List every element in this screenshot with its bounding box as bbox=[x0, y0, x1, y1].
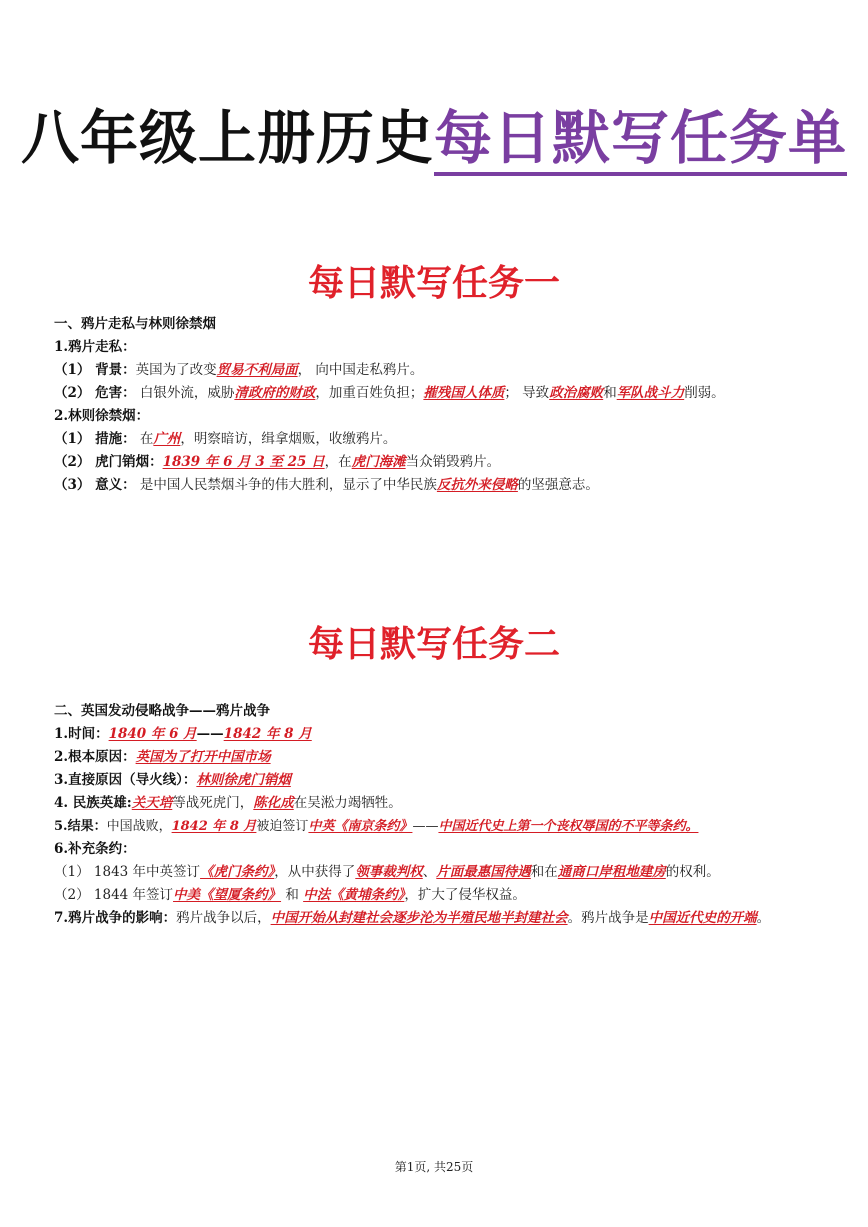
label: （2） 危害： bbox=[54, 385, 136, 401]
task2-line4 bbox=[54, 792, 814, 815]
text: —— bbox=[196, 726, 224, 742]
text: 的坚强意志。 bbox=[517, 477, 599, 493]
label: （1） 措施： bbox=[54, 431, 136, 447]
text: 1844 年签订 bbox=[89, 887, 174, 903]
answer: 通商口岸租地建房 bbox=[557, 864, 666, 880]
task2-content bbox=[54, 700, 814, 930]
task2-line6: 6.补充条约： bbox=[54, 841, 136, 857]
answer: 虎门海滩 bbox=[351, 454, 406, 470]
text: 被迫签订 bbox=[256, 819, 309, 834]
answer: 《虎门条约》 bbox=[200, 864, 275, 880]
text: 。鸦片战争是 bbox=[567, 910, 649, 926]
answer: 1840 年 6 月 bbox=[108, 726, 197, 742]
label: （1） 背景： bbox=[54, 362, 136, 378]
task1-content bbox=[54, 313, 814, 497]
answer: 片面最惠国待遇 bbox=[436, 864, 531, 880]
answer: 中国开始从封建社会逐步沦为半殖民地半封建社会 bbox=[270, 910, 568, 926]
answer: 1839 年 6 月 3 至 25 日 bbox=[162, 454, 325, 470]
text: 当众销毁鸦片。 bbox=[405, 454, 501, 470]
text: 等战死虎门， bbox=[172, 795, 254, 811]
text: 在吴淞力竭牺牲。 bbox=[293, 795, 402, 811]
text: ，从中获得了 bbox=[274, 864, 356, 880]
answer: 英国为了打开中国市场 bbox=[135, 749, 271, 765]
text: ，加重百姓负担； bbox=[315, 385, 424, 401]
label: 1.时间： bbox=[54, 726, 109, 742]
text: 和在 bbox=[530, 864, 558, 880]
text: ， 向中国走私鸦片。 bbox=[297, 362, 424, 378]
page-footer: 第1页, 共25页 bbox=[394, 1160, 474, 1174]
label: （1） bbox=[54, 864, 90, 880]
task1-line4 bbox=[54, 451, 814, 474]
text: 和 bbox=[281, 887, 304, 903]
answer: 清政府的财政 bbox=[234, 385, 316, 401]
task2-line1 bbox=[54, 723, 814, 746]
text: ； 导致 bbox=[504, 385, 550, 401]
label: （2） 虎门销烟： bbox=[54, 454, 163, 470]
text: 1843 年中英签订 bbox=[89, 864, 201, 880]
task2-section-title: 二、英国发动侵略战争——鸦片战争 bbox=[54, 703, 270, 719]
label: 3.直接原因（导火线）： bbox=[54, 772, 197, 788]
text: ，明察暗访，缉拿烟贩，收缴鸦片。 bbox=[180, 431, 397, 447]
label: （2） bbox=[54, 887, 90, 903]
answer: 政治腐败 bbox=[549, 385, 604, 401]
answer: 摧残国人体质 bbox=[423, 385, 505, 401]
answer: 中国近代史的开端 bbox=[648, 910, 757, 926]
page-title bbox=[0, 100, 868, 176]
task2-heading: 每日默写任务二 bbox=[307, 624, 560, 665]
text: 在 bbox=[135, 431, 154, 447]
answer: 1842 年 8 月 bbox=[171, 819, 257, 834]
task2-line5 bbox=[54, 815, 814, 838]
answer: 军队战斗力 bbox=[616, 385, 685, 401]
text: 的权利。 bbox=[665, 864, 720, 880]
text: 和 bbox=[603, 385, 617, 401]
answer: 中美《望厦条约》 bbox=[173, 887, 282, 903]
label: 5.结果： bbox=[54, 819, 107, 834]
task1-section-title: 一、鸦片走私与林则徐禁烟 bbox=[54, 316, 216, 332]
task1-p1-title: 1.鸦片走私： bbox=[54, 339, 136, 355]
answer: 中法《黄埔条约》 bbox=[303, 887, 405, 903]
task2-line3 bbox=[54, 769, 814, 792]
text: 。 bbox=[756, 910, 771, 926]
answer: 广州 bbox=[153, 431, 181, 447]
answer: 中国近代史上第一个丧权辱国的不平等条约。 bbox=[438, 819, 699, 834]
text: 白银外流，威胁 bbox=[135, 385, 235, 401]
answer: 林则徐虎门销烟 bbox=[196, 772, 291, 788]
task2-line8 bbox=[54, 884, 814, 907]
task2-line7 bbox=[54, 861, 814, 884]
text: 是中国人民禁烟斗争的伟大胜利，显示了中华民族 bbox=[135, 477, 437, 493]
label: （3） 意义： bbox=[54, 477, 136, 493]
title-grade: 八年级上册历史 bbox=[20, 104, 434, 172]
task1-line5 bbox=[54, 474, 814, 497]
label: 2.根本原因： bbox=[54, 749, 136, 765]
text: 鸦片战争以后， bbox=[176, 910, 271, 926]
title-task-sheet: 每日默写任务单 bbox=[434, 104, 847, 176]
task1-line2 bbox=[54, 382, 814, 405]
task2-line9 bbox=[54, 907, 814, 930]
task1-heading: 每日默写任务一 bbox=[307, 263, 560, 304]
answer: 1842 年 8 月 bbox=[223, 726, 312, 742]
answer: 关天培 bbox=[131, 795, 173, 811]
answer: 贸易不利局面 bbox=[216, 362, 298, 378]
text: ，扩大了侵华权益。 bbox=[404, 887, 526, 903]
text: 削弱。 bbox=[684, 385, 725, 401]
text: 中国战败， bbox=[106, 819, 172, 834]
task2-line2 bbox=[54, 746, 814, 769]
text: 、 bbox=[422, 864, 437, 880]
text: 英国为了改变 bbox=[135, 362, 217, 378]
label: 7.鸦片战争的影响： bbox=[54, 910, 177, 926]
answer: 陈化成 bbox=[253, 795, 294, 811]
answer: 中英《南京条约》 bbox=[308, 819, 413, 834]
answer: 领事裁判权 bbox=[355, 864, 423, 880]
task1-p2-title: 2.林则徐禁烟： bbox=[54, 408, 150, 424]
task1-line1 bbox=[54, 359, 814, 382]
task1-line3 bbox=[54, 428, 814, 451]
text: ，在 bbox=[324, 454, 352, 470]
label: 4. 民族英雄: bbox=[54, 795, 132, 811]
text: —— bbox=[412, 819, 439, 834]
answer: 反抗外来侵略 bbox=[436, 477, 518, 493]
